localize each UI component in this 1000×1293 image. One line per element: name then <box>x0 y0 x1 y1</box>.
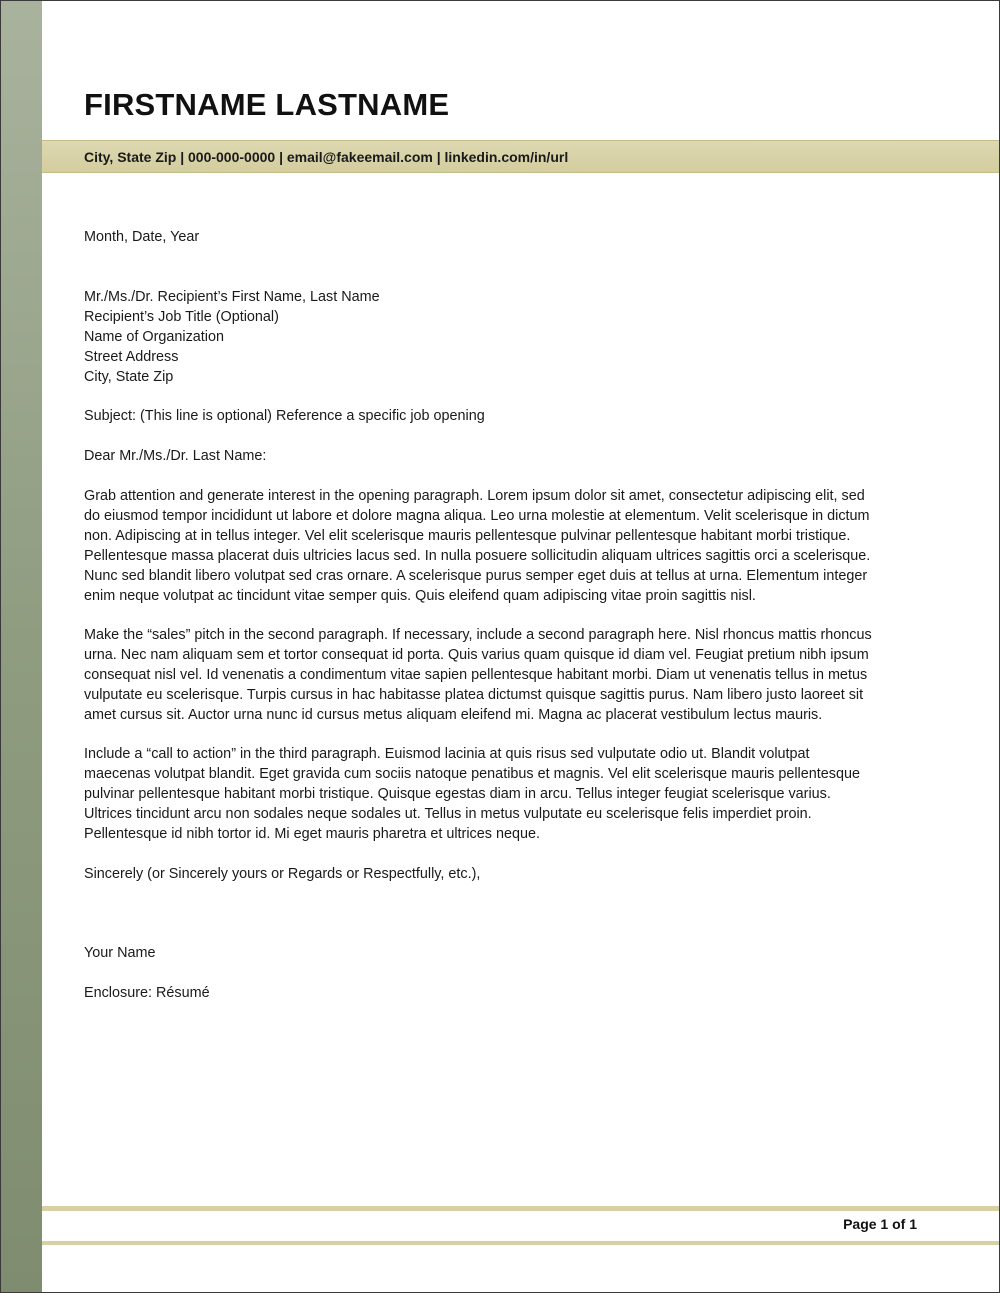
paragraph-line: maecenas volutpat blandit. Eget gravida cum sociis natoque penatibus et magnis. Vel elit scelerisque mauris pellentesque <box>84 765 860 782</box>
recipient-block <box>84 288 924 388</box>
contact-band <box>42 140 999 173</box>
footer-rule-bottom <box>42 1241 999 1245</box>
paragraph-line: enim neque volutpat ac tincidunt vitae semper quis. Quis eleifend quam adipiscing vitae proin sagittis nisl. <box>84 587 756 604</box>
enclosure-line: Enclosure: Résumé <box>84 985 210 1001</box>
signature-name: Your Name <box>84 945 156 961</box>
recipient-line: Name of Organization <box>84 328 224 345</box>
recipient-line: Recipient’s Job Title (Optional) <box>84 308 279 325</box>
paragraph-line: do eiusmod tempor incididunt ut labore et dolore magna aliqua. Leo urna molestie at elementum. Velit scelerisque in dictum <box>84 507 870 524</box>
paragraph-line: Pellentesque id nibh tortor id. Mi eget mauris pharetra et ultrices neque. <box>84 825 540 842</box>
paragraph-line: pulvinar pellentesque habitant morbi tristique. Quisque egestas diam in arcu. Tellus integer feugiat scelerisque varius. <box>84 785 831 802</box>
footer-rule-top <box>42 1206 999 1211</box>
salutation: Dear Mr./Ms./Dr. Last Name: <box>84 448 267 464</box>
paragraph-line: Make the “sales” pitch in the second paragraph. If necessary, include a second paragraph here. Nisl rhoncus mattis rhoncus <box>84 627 872 643</box>
recipient-line: Mr./Ms./Dr. Recipient’s First Name, Last Name <box>84 289 380 305</box>
letter-date: Month, Date, Year <box>84 229 200 245</box>
paragraph-line: amet cursus sit. Auctor urna nunc id cursus metus aliquam eleifend mi. Magna ac placerat vestibulum lectus mauris. <box>84 706 823 723</box>
paragraph-line: vulputate eu scelerisque. Turpis cursus in hac habitasse platea dictumst quisque sagittis purus. Nam libero justo laoreet sit <box>84 686 864 703</box>
paragraph-call-to-action <box>84 745 924 845</box>
paragraph-line: consequat nisl vel. Id venenatis a condimentum vitae sapien pellentesque habitant morbi. Diam ut venenatis tellus in metus <box>84 666 868 683</box>
applicant-name: FIRSTNAME LASTNAME <box>84 87 450 122</box>
paragraph-opening <box>84 487 924 606</box>
paragraph-line: Pellentesque massa placerat duis ultricies lacus sed. In nulla posuere sollicitudin aliquam ultrices sagittis orci a scelerisque. <box>84 547 871 564</box>
recipient-line: City, State Zip <box>84 368 174 385</box>
page-number: Page 1 of 1 <box>843 1216 917 1232</box>
recipient-line: Street Address <box>84 348 179 365</box>
paragraph-line: Grab attention and generate interest in the opening paragraph. Lorem ipsum dolor sit amet, consectetur adipiscing elit, sed <box>84 488 865 504</box>
paragraph-line: Include a “call to action” in the third paragraph. Euismod lacinia at quis risus sed vulputate odio ut. Blandit volutpat <box>84 746 810 762</box>
contact-info: City, State Zip | 000-000-0000 | email@fakeemail.com | linkedin.com/in/url <box>84 149 569 165</box>
paragraph-sales-pitch <box>84 626 924 726</box>
decorative-sidebar <box>1 1 42 1292</box>
paragraph-line: Nunc sed blandit libero volutpat sed cras ornare. A scelerisque purus semper eget duis at tellus at urna. Elementum integer <box>84 567 868 584</box>
paragraph-line: non. Adipiscing at in tellus integer. Vel elit scelerisque mauris pellentesque pulvinar pellentesque habitant morbi tristique. <box>84 527 851 544</box>
paragraph-line: Ultrices tincidunt arcu non sodales neque sodales ut. Tellus in metus vulputate eu scelerisque felis imperdiet proin. <box>84 805 812 822</box>
closing: Sincerely (or Sincerely yours or Regards or Respectfully, etc.), <box>84 866 481 882</box>
subject-line: Subject: (This line is optional) Reference a specific job opening <box>84 408 485 424</box>
paragraph-line: urna. Nec nam aliquam sem et tortor consequat id porta. Quis varius quam quisque id diam vel. Feugiat pretium nibh ipsum <box>84 646 869 663</box>
